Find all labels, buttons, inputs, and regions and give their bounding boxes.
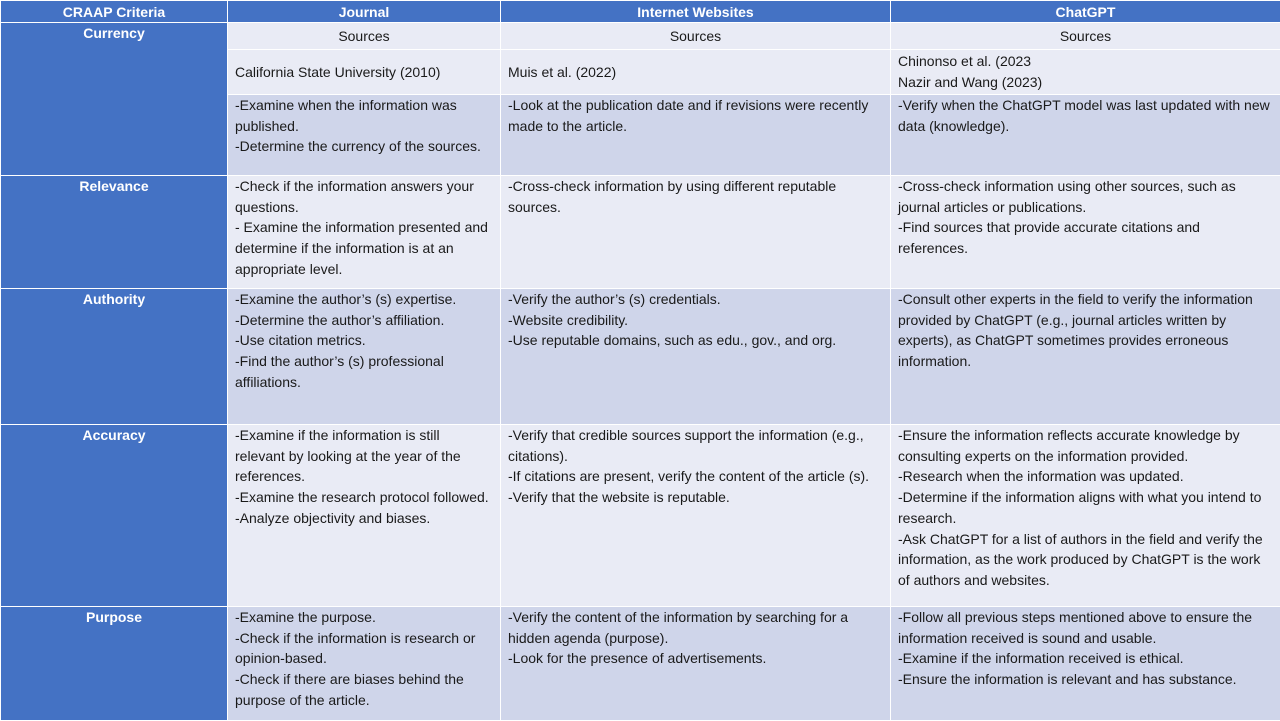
- source-citation: California State University (2010): [235, 62, 493, 83]
- sources-chatgpt: [891, 50, 1280, 95]
- bullet: -Verify that the website is reputable.: [508, 487, 883, 508]
- bullet: - Examine the information presented and determine if the information is at an appropriate level.: [235, 217, 493, 279]
- authority-websites: [501, 289, 891, 425]
- accuracy-chatgpt: [891, 425, 1280, 607]
- bullet: -Analyze objectivity and biases.: [235, 508, 493, 529]
- accuracy-journal: [228, 425, 501, 607]
- bullet: -Consult other experts in the field to verify the information provided by ChatGPT (e.g., journal articles written by experts), as ChatGPT sometimes provides erroneous information.: [898, 289, 1273, 372]
- bullet: -Ask ChatGPT for a list of authors in the field and verify the information, as the work produced by ChatGPT is the work of authors and websites.: [898, 529, 1273, 591]
- criterion-relevance: Relevance: [1, 176, 228, 289]
- purpose-chatgpt: [891, 607, 1280, 721]
- row-authority: [1, 289, 1280, 425]
- bullet: -Examine if the information received is ethical.: [898, 648, 1273, 669]
- bullet: -Follow all previous steps mentioned above to ensure the information received is sound and usable.: [898, 607, 1273, 648]
- sources-label-chatgpt: Sources: [891, 23, 1280, 50]
- purpose-websites: [501, 607, 891, 721]
- bullet: -Determine the currency of the sources.: [235, 136, 493, 157]
- criterion-accuracy: Accuracy: [1, 425, 228, 607]
- bullet: -Examine the author’s (s) expertise.: [235, 289, 493, 310]
- bullet: -Look at the publication date and if revisions were recently made to the article.: [508, 95, 883, 136]
- currency-chatgpt: [891, 95, 1280, 176]
- bullet: -Check if the information is research or opinion-based.: [235, 628, 493, 669]
- row-accuracy: [1, 425, 1280, 607]
- authority-journal: [228, 289, 501, 425]
- bullet: -Ensure the information is relevant and has substance.: [898, 669, 1273, 690]
- criterion-purpose: Purpose: [1, 607, 228, 721]
- bullet: -Website credibility.: [508, 310, 883, 331]
- row-relevance: [1, 176, 1280, 289]
- bullet: -Verify when the ChatGPT model was last updated with new data (knowledge).: [898, 95, 1273, 136]
- bullet: -Research when the information was updated.: [898, 466, 1273, 487]
- sources-websites: [501, 50, 891, 95]
- bullet: -Verify that credible sources support the information (e.g., citations).: [508, 425, 883, 466]
- currency-websites: [501, 95, 891, 176]
- sources-label-journal: Sources: [228, 23, 501, 50]
- bullet: -Check if the information answers your questions.: [235, 176, 493, 217]
- bullet: -Cross-check information using other sources, such as journal articles or publications.: [898, 176, 1273, 217]
- relevance-websites: [501, 176, 891, 289]
- bullet: -Verify the content of the information by searching for a hidden agenda (purpose).: [508, 607, 883, 648]
- authority-chatgpt: [891, 289, 1280, 425]
- sources-label-websites: Sources: [501, 23, 891, 50]
- bullet: -If citations are present, verify the content of the article (s).: [508, 466, 883, 487]
- relevance-journal: [228, 176, 501, 289]
- bullet: -Examine if the information is still relevant by looking at the year of the references.: [235, 425, 493, 487]
- header-chatgpt: ChatGPT: [891, 1, 1280, 23]
- purpose-journal: [228, 607, 501, 721]
- bullet: -Ensure the information reflects accurate knowledge by consulting experts on the information provided.: [898, 425, 1273, 466]
- bullet: -Examine when the information was published.: [235, 95, 493, 136]
- row-purpose: [1, 607, 1280, 721]
- bullet: -Verify the author’s (s) credentials.: [508, 289, 883, 310]
- bullet: -Find sources that provide accurate citations and references.: [898, 217, 1273, 258]
- bullet: -Find the author’s (s) professional affiliations.: [235, 351, 493, 392]
- bullet: -Use reputable domains, such as edu., gov., and org.: [508, 330, 883, 351]
- bullet: -Use citation metrics.: [235, 330, 493, 351]
- currency-journal: [228, 95, 501, 176]
- source-citation: Nazir and Wang (2023): [898, 72, 1273, 93]
- criterion-authority: Authority: [1, 289, 228, 425]
- header-websites: Internet Websites: [501, 1, 891, 23]
- bullet: -Examine the research protocol followed.: [235, 487, 493, 508]
- bullet: -Cross-check information by using different reputable sources.: [508, 176, 883, 217]
- accuracy-websites: [501, 425, 891, 607]
- bullet: -Check if there are biases behind the purpose of the article.: [235, 669, 493, 710]
- sources-journal: [228, 50, 501, 95]
- source-citation: Muis et al. (2022): [508, 62, 883, 83]
- criterion-currency: Currency: [1, 23, 228, 176]
- bullet: -Look for the presence of advertisements.: [508, 648, 883, 669]
- source-citation: Chinonso et al. (2023: [898, 51, 1273, 72]
- relevance-chatgpt: [891, 176, 1280, 289]
- sources-label-row: [1, 23, 1280, 50]
- bullet: -Determine the author’s affiliation.: [235, 310, 493, 331]
- bullet: -Examine the purpose.: [235, 607, 493, 628]
- header-journal: Journal: [228, 1, 501, 23]
- header-criteria: CRAAP Criteria: [1, 1, 228, 23]
- header-row: [1, 1, 1280, 23]
- bullet: -Determine if the information aligns with what you intend to research.: [898, 487, 1273, 528]
